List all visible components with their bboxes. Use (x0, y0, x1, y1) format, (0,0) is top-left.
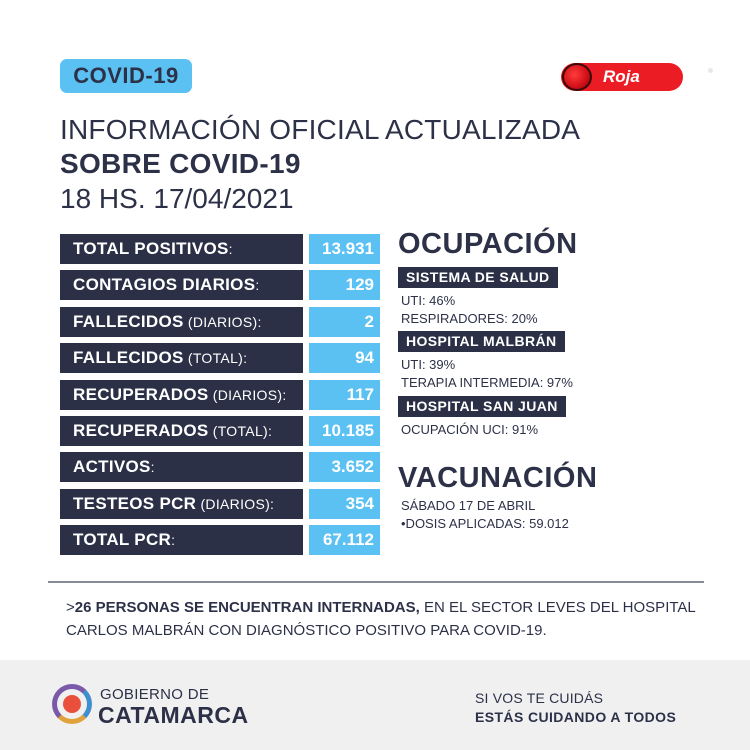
stat-row (60, 270, 380, 300)
report-datetime: 18 HS. 17/04/2021 (60, 183, 294, 214)
stat-label: RECUPERADOS (DIARIOS): (60, 380, 303, 410)
stat-label: TESTEOS PCR (DIARIOS): (60, 489, 303, 519)
stat-value: 129 (309, 270, 380, 300)
stat-row (60, 452, 380, 482)
stat-label: RECUPERADOS (TOTAL): (60, 416, 303, 446)
red-light-icon (562, 63, 592, 91)
vaccination-date: SÁBADO 17 DE ABRIL (401, 498, 536, 513)
stat-label: FALLECIDOS (TOTAL): (60, 343, 303, 373)
stat-row (60, 307, 380, 337)
slogan-line1: SI VOS TE CUIDÁS (475, 690, 604, 706)
stat-value: 117 (309, 380, 380, 410)
stat-row (60, 416, 380, 446)
covid-badge: COVID-19 (60, 59, 192, 93)
stat-value: 94 (309, 343, 380, 373)
stat-label: TOTAL POSITIVOS: (60, 234, 303, 264)
stat-row (60, 489, 380, 519)
tag-hospital-san-juan: HOSPITAL SAN JUAN (398, 396, 566, 417)
malbran-terapia-intermedia: TERAPIA INTERMEDIA: 97% (401, 375, 573, 390)
stat-value: 354 (309, 489, 380, 519)
stat-label: FALLECIDOS (DIARIOS): (60, 307, 303, 337)
headline-line2: SOBRE COVID-19 (60, 148, 301, 179)
stat-row (60, 343, 380, 373)
stat-label: CONTAGIOS DIARIOS: (60, 270, 303, 300)
headline-line1: INFORMACIÓN OFICIAL ACTUALIZADA (60, 114, 581, 145)
stat-value: 10.185 (309, 416, 380, 446)
stat-row (60, 380, 380, 410)
alert-level-label: Roja (603, 67, 640, 86)
stat-row (60, 525, 380, 555)
stats-table (60, 234, 380, 562)
stat-value: 67.112 (309, 525, 380, 555)
sistema-respiradores: RESPIRADORES: 20% (401, 311, 538, 326)
alert-level-indicator (561, 63, 683, 91)
tag-sistema-salud: SISTEMA DE SALUD (398, 267, 558, 288)
catamarca-logo-icon (52, 684, 92, 724)
divider (48, 581, 704, 583)
government-label: GOBIERNO DE (100, 686, 210, 703)
decorative-dot (708, 68, 713, 73)
malbran-uti: UTI: 39% (401, 357, 456, 372)
occupancy-title: OCUPACIÓN (398, 228, 578, 260)
vaccination-title: VACUNACIÓN (398, 462, 598, 494)
footer (0, 660, 750, 750)
sistema-uti: UTI: 46% (401, 293, 456, 308)
province-name: CATAMARCA (98, 702, 249, 728)
tag-hospital-malbran: HOSPITAL MALBRÁN (398, 331, 565, 352)
san-juan-uci: OCUPACIÓN UCI: 91% (401, 422, 539, 437)
stat-value: 13.931 (309, 234, 380, 264)
stat-value: 2 (309, 307, 380, 337)
stat-label: ACTIVOS: (60, 452, 303, 482)
vaccination-doses: •DOSIS APLICADAS: 59.012 (401, 516, 569, 531)
stat-label: TOTAL PCR: (60, 525, 303, 555)
hospitalized-note: >26 PERSONAS SE ENCUENTRAN INTERNADAS, EN EL SECTOR LEVES DEL HOSPITAL CARLOS MALBRÁN CON DIAGNÓSTICO POSITIVO PARA COVID-19. (66, 599, 696, 639)
stat-row (60, 234, 380, 264)
slogan-line2: ESTÁS CUIDANDO A TODOS (475, 709, 677, 725)
stat-value: 3.652 (309, 452, 380, 482)
